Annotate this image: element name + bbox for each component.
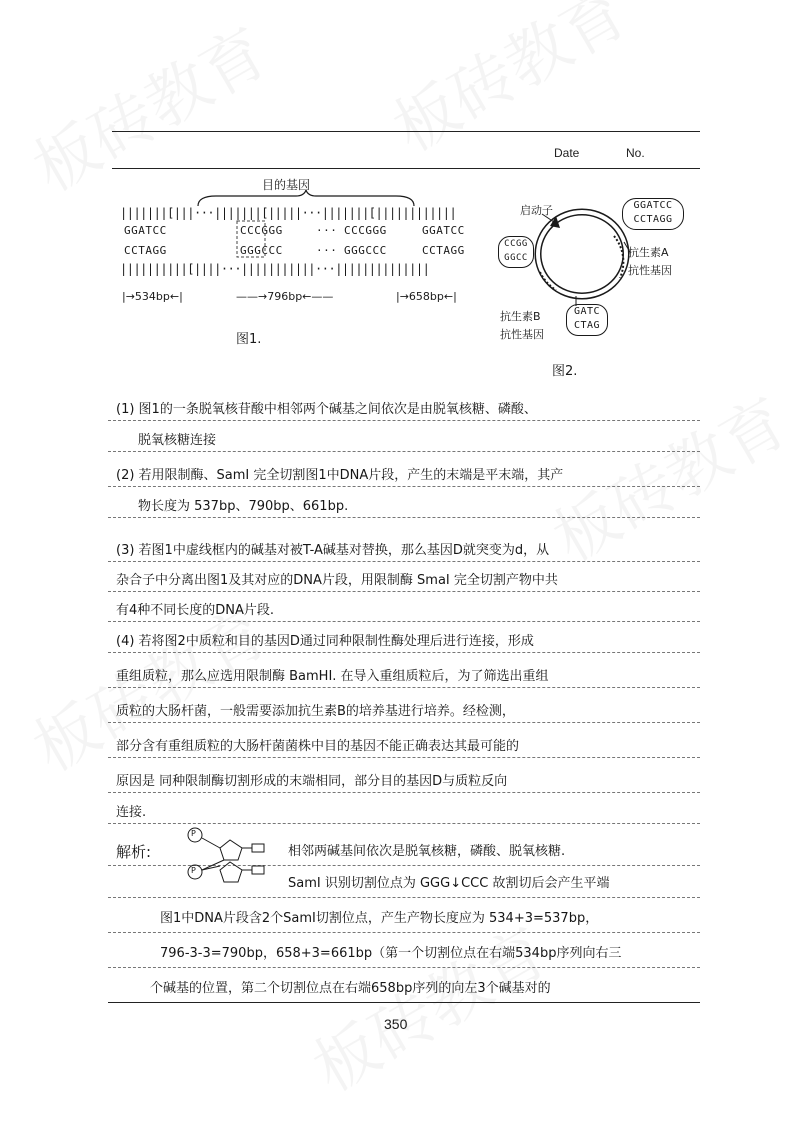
bottom-seq-3: GGGCCC — [344, 244, 387, 257]
site-top-line2: CCTAGG — [633, 214, 673, 225]
ruled-line — [108, 823, 700, 824]
answer-2-line-2: 物长度为 537bp、790bp、661bp. — [138, 499, 349, 514]
ruled-line — [108, 591, 700, 592]
site-top-box — [622, 198, 684, 230]
resist-b-line1: 抗生素B — [500, 310, 541, 323]
ruled-line — [108, 897, 700, 898]
watermark — [374, 0, 642, 170]
answer-2-line-1: (2) 若用限制酶、SamI 完全切割图1中DNA片段，产生的末端是平末端，其产 — [116, 468, 564, 483]
bottom-seq-1: CCTAGG — [124, 244, 167, 257]
analysis-line-2: SamI 识别切割位点为 GGG↓CCC 故割切后会产生平端 — [288, 876, 610, 891]
bottom-strand-ticks: ||||||||||[||||···|||||||||||···|||||||||||||| — [120, 262, 430, 276]
analysis-line-1: 相邻两碱基间依次是脱氧核糖，磷酸、脱氧核糖. — [288, 844, 566, 859]
ruled-line — [108, 792, 700, 793]
answer-4-line-4: 部分含有重组质粒的大肠杆菌菌株中目的基因不能正确表达其最可能的 — [116, 739, 520, 754]
analysis-line-3: 图1中DNA片段含2个SamI切割位点，产生产物长度应为 534+3=537bp， — [160, 911, 599, 926]
length-534: |→534bp←| — [122, 290, 183, 303]
ruled-line — [108, 451, 700, 452]
ruled-line — [108, 420, 700, 421]
bottom-seq-2: GGGCCC — [240, 244, 283, 257]
answer-4-line-5: 原因是 同种限制酶切割形成的末端相同，部分目的基因D与质粒反向 — [116, 774, 508, 789]
top-seq-4: GGATCC — [422, 224, 465, 237]
analysis-line-5: 个碱基的位置，第二个切割位点在右端658bp序列的向左3个碱基对的 — [150, 981, 551, 996]
dashed-box — [236, 220, 268, 260]
ruled-line — [108, 486, 700, 487]
top-strand-ticks: |||||||[|||···|||||||[|||||···|||||||[|||||||||||| — [120, 206, 457, 220]
ruled-line — [108, 517, 700, 518]
resist-a-line2: 抗性基因 — [628, 264, 672, 277]
resist-a-line1: 抗生素A — [628, 246, 669, 259]
top-seq-1: GGATCC — [124, 224, 167, 237]
date-label: Date — [554, 146, 580, 160]
ruled-line — [108, 967, 700, 968]
analysis-line-4: 796-3-3=790bp，658+3=661bp（第一个切割位点在右端534bp序列向右三 — [160, 946, 622, 961]
watermark — [534, 372, 800, 580]
site-bottom-line1: GATC — [573, 306, 601, 317]
header-rule-lower — [112, 168, 700, 169]
length-658: |→658bp←| — [396, 290, 457, 303]
figure-2-caption: 图2. — [552, 364, 578, 379]
length-796: ——→796bp←—— — [236, 290, 334, 303]
site-top-line1: GGATCC — [633, 200, 673, 211]
ruled-line — [108, 757, 700, 758]
answer-3-line-2: 杂合子中分离出图1及其对应的DNA片段，用限制酶 SmaI 完全切割产物中共 — [116, 573, 558, 588]
target-gene-label: 目的基因 — [262, 178, 311, 192]
site-left-box — [498, 236, 534, 268]
answer-1-line-1: (1) 图1的一条脱氧核苷酸中相邻两个碱基之间依次是由脱氧核糖、磷酸、 — [116, 402, 537, 417]
bottom-seq-4: CCTAGG — [422, 244, 465, 257]
ruled-line — [108, 687, 700, 688]
page-number: 350 — [384, 1016, 408, 1032]
bottom-dots: ··· — [316, 244, 338, 257]
watermark — [14, 2, 282, 210]
site-left-line1: CCGG — [504, 239, 528, 249]
phosphate-mark-1: P — [191, 829, 196, 838]
analysis-label: 解析: — [116, 843, 152, 861]
ruled-line — [108, 1002, 700, 1003]
ruled-line — [108, 932, 700, 933]
no-label: No. — [626, 146, 645, 160]
site-bottom-line2: CTAG — [573, 320, 601, 331]
resist-b-line2: 抗性基因 — [500, 328, 544, 341]
answer-4-line-3: 质粒的大肠杆菌，一般需要添加抗生素B的培养基进行培养。经检测， — [116, 704, 515, 719]
header-rule — [112, 131, 700, 132]
answer-1-line-2: 脱氧核糖连接 — [138, 433, 217, 448]
answer-3-line-3: 有4种不同长度的DNA片段. — [116, 603, 275, 618]
ruled-line — [108, 561, 700, 562]
site-bottom-box — [566, 304, 608, 336]
answer-4-line-1: (4) 若将图2中质粒和目的基因D通过同种限制性酶处理后进行连接，形成 — [116, 634, 534, 649]
top-dots: ··· — [316, 224, 338, 237]
ruled-line — [108, 652, 700, 653]
answer-3-line-1: (3) 若图1中虚线框内的碱基对被T-A碱基对替换，那么基因D就突变为d，从 — [116, 543, 550, 558]
top-seq-3: CCCGGG — [344, 224, 387, 237]
answer-4-line-6: 连接. — [116, 805, 147, 820]
figure-1-caption: 图1. — [236, 332, 262, 347]
promoter-label: 启动子 — [520, 204, 553, 217]
top-seq-2: CCCGGG — [240, 224, 283, 237]
watermark — [294, 902, 562, 1110]
site-left-line2: GGCC — [504, 253, 528, 263]
phosphate-mark-2: P — [191, 866, 196, 875]
ruled-line — [108, 621, 700, 622]
answer-4-line-2: 重组质粒，那么应选用限制酶 BamHI. 在导入重组质粒后，为了筛选出重组 — [116, 669, 549, 684]
nucleotide-structure-diagram — [186, 826, 282, 890]
ruled-line — [108, 722, 700, 723]
